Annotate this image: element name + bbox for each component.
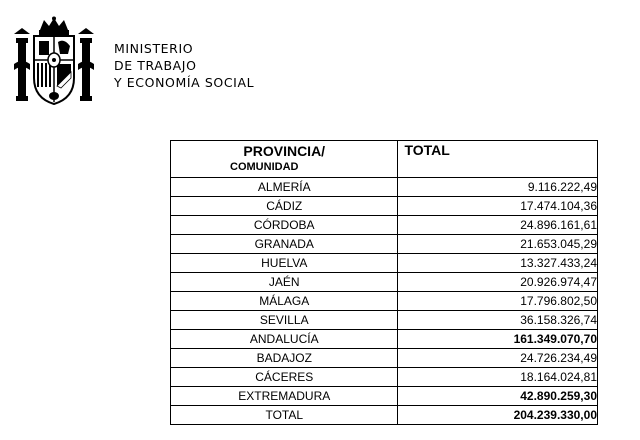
total-cell: 24.726.234,49	[398, 349, 598, 368]
ministry-line-2: DE TRABAJO	[114, 58, 197, 73]
province-cell: ANDALUCÍA	[171, 330, 398, 349]
total-cell: 161.349.070,70	[398, 330, 598, 349]
total-cell: 204.239.330,00	[398, 406, 598, 425]
table-row	[171, 349, 598, 368]
province-title: PROVINCIA/	[243, 143, 326, 159]
total-cell: 17.796.802,50	[398, 292, 598, 311]
total-cell: 42.890.259,30	[398, 387, 598, 406]
ministry-line-3: Y ECONOMÍA SOCIAL	[114, 75, 255, 90]
table-row	[171, 235, 598, 254]
province-cell: CÁDIZ	[171, 197, 398, 216]
table-row	[171, 330, 598, 349]
table-row	[171, 311, 598, 330]
total-cell: 20.926.974,47	[398, 273, 598, 292]
ministry-name	[114, 40, 254, 91]
table-row	[171, 292, 598, 311]
province-cell: BADAJOZ	[171, 349, 398, 368]
table-row	[171, 406, 598, 425]
province-cell: ALMERÍA	[171, 178, 398, 197]
province-cell: CÁCERES	[171, 368, 398, 387]
province-cell: TOTAL	[171, 406, 398, 425]
table-row	[171, 368, 598, 387]
total-cell: 18.164.024,81	[398, 368, 598, 387]
province-cell: CÓRDOBA	[171, 216, 398, 235]
total-cell: 13.327.433,24	[398, 254, 598, 273]
province-cell: JAÉN	[171, 273, 398, 292]
table-row	[171, 178, 598, 197]
province-subtitle: COMUNIDAD	[230, 161, 299, 173]
funding-table	[170, 140, 598, 425]
total-cell: 21.653.045,29	[398, 235, 598, 254]
ministry-line-1: MINISTERIO	[114, 41, 194, 56]
total-cell: 9.116.222,49	[398, 178, 598, 197]
table-header-row	[171, 141, 598, 178]
province-cell: EXTREMADURA	[171, 387, 398, 406]
table-row	[171, 273, 598, 292]
province-cell: SEVILLA	[171, 311, 398, 330]
table-row	[171, 387, 598, 406]
column-header-province	[171, 141, 398, 178]
total-cell: 24.896.161,61	[398, 216, 598, 235]
province-cell: HUELVA	[171, 254, 398, 273]
table-row	[171, 254, 598, 273]
province-cell: GRANADA	[171, 235, 398, 254]
table-row	[171, 197, 598, 216]
province-cell: MÁLAGA	[171, 292, 398, 311]
column-header-total: TOTAL	[398, 141, 598, 178]
total-cell: 36.158.326,74	[398, 311, 598, 330]
coat-of-arms-of-spain-icon	[14, 16, 94, 112]
table-row	[171, 216, 598, 235]
total-cell: 17.474.104,36	[398, 197, 598, 216]
